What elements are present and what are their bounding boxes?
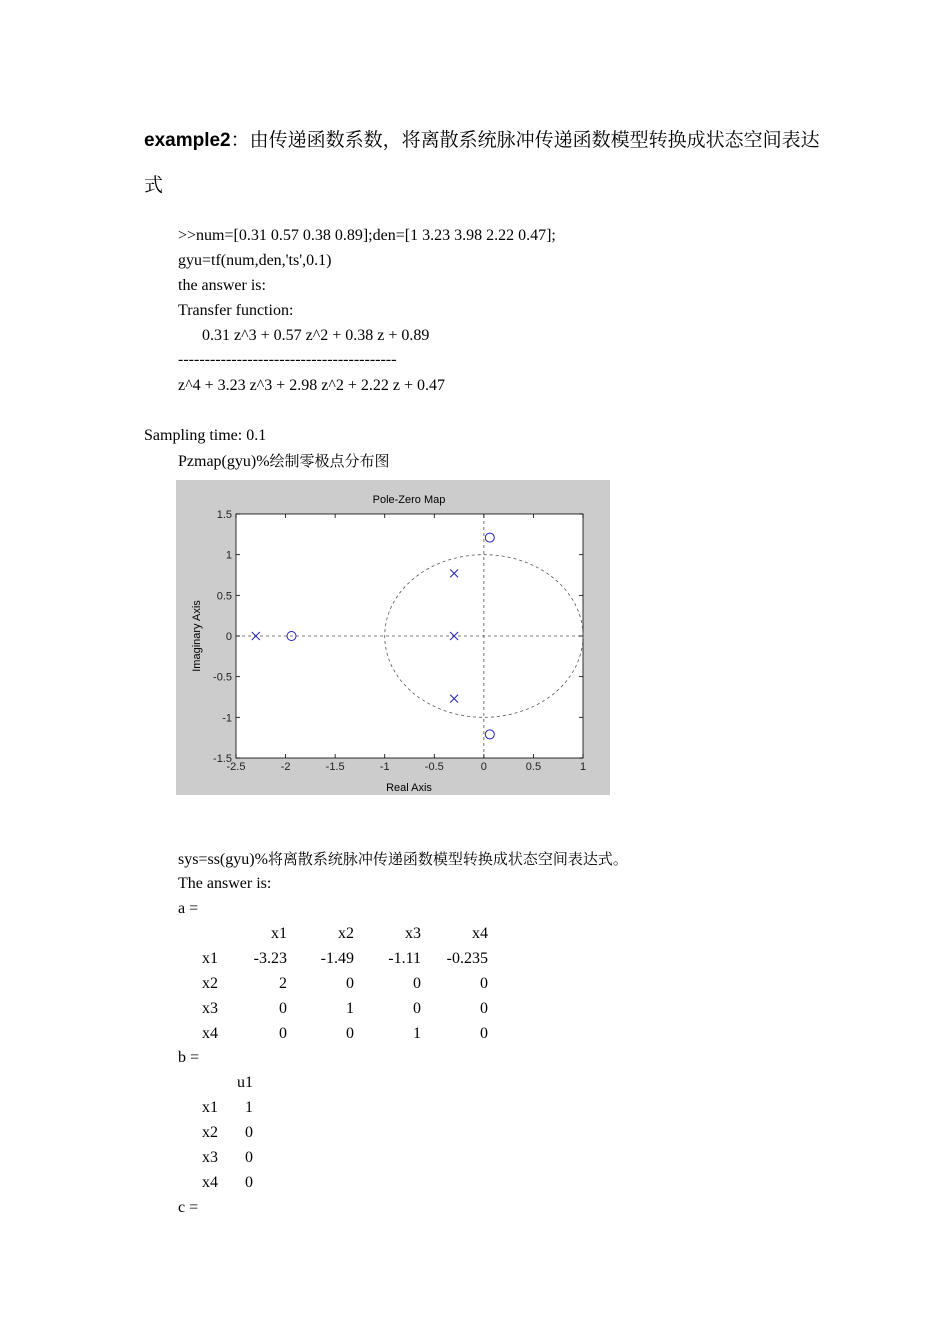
matrix-cell: 0 bbox=[346, 975, 354, 992]
matrix-cell: 0 bbox=[245, 1149, 253, 1166]
chart-title: Pole-Zero Map bbox=[372, 494, 446, 506]
matrix-cell: -1.49 bbox=[320, 950, 354, 967]
code-line-3: the answer is: bbox=[178, 277, 266, 294]
answer-label: The answer is: bbox=[178, 875, 272, 892]
matrix-c-label: c = bbox=[178, 1199, 199, 1216]
matrix-cell: 1 bbox=[413, 1025, 421, 1042]
x-tick-label: -1.5 bbox=[325, 761, 345, 773]
fraction-bar: ----------------------------------------- bbox=[178, 351, 397, 368]
section-heading bbox=[144, 118, 824, 207]
matrix-cell: 0 bbox=[480, 1000, 488, 1017]
matrix-col-header: x2 bbox=[338, 925, 354, 942]
x-tick-label: 0 bbox=[480, 761, 487, 773]
matrix-b-label: b = bbox=[178, 1049, 200, 1066]
matrix-cell: 0 bbox=[346, 1025, 354, 1042]
y-tick-label: 1.5 bbox=[216, 509, 232, 521]
x-tick-label: 0.5 bbox=[525, 761, 542, 773]
matrix-col-header: x1 bbox=[271, 925, 287, 942]
sampling-time: Sampling time: 0.1 bbox=[144, 427, 267, 444]
transfer-denominator: z^4 + 3.23 z^3 + 2.98 z^2 + 2.22 z + 0.47 bbox=[178, 377, 446, 394]
pole-zero-figure bbox=[176, 480, 610, 795]
x-tick-label: -0.5 bbox=[424, 761, 444, 773]
matrix-a-label: a = bbox=[178, 900, 199, 917]
matrix-row-label: x3 bbox=[202, 1149, 218, 1166]
ss-cmd-text: sys=ss(gyu)% bbox=[178, 851, 268, 868]
heading-tag: example2 bbox=[144, 130, 231, 151]
matrix-cell: 0 bbox=[480, 1025, 488, 1042]
matrix-cell: 0 bbox=[480, 975, 488, 992]
y-axis-label: Imaginary Axis bbox=[191, 600, 203, 672]
matrix-cell: 0 bbox=[245, 1124, 253, 1141]
matrix-row-label: x1 bbox=[202, 1099, 218, 1116]
heading-text: 由传递函数系数，将离散系统脉冲传递函数模型转换成状态空间表达式 bbox=[144, 129, 820, 196]
matrix-cell: 0 bbox=[413, 975, 421, 992]
matrix-cell: 1 bbox=[346, 1000, 354, 1017]
matrix-col-header: u1 bbox=[237, 1074, 253, 1091]
matrix-row-label: x2 bbox=[202, 1124, 218, 1141]
ss-comment: 将离散系统脉冲传递函数模型转换成状态空间表达式。 bbox=[267, 850, 628, 868]
y-tick-label: -1 bbox=[222, 712, 232, 725]
matrix-row-label: x4 bbox=[202, 1025, 218, 1042]
y-tick-label: -0.5 bbox=[213, 671, 232, 684]
code-line-1: >>num=[0.31 0.57 0.38 0.89];den=[1 3.23 3.98 2.22 0.47]; bbox=[178, 227, 556, 244]
matrix-cell: 1 bbox=[245, 1099, 253, 1116]
matrix-row-label: x2 bbox=[202, 975, 218, 992]
pzmap-cmd-text: Pzmap(gyu)% bbox=[178, 453, 270, 470]
x-tick-label: -2 bbox=[280, 761, 291, 773]
matrix-col-header: x4 bbox=[472, 925, 488, 942]
matrix-cell: -0.235 bbox=[446, 950, 488, 967]
matrix-cell: 0 bbox=[245, 1174, 253, 1191]
matrix-row-label: x3 bbox=[202, 1000, 218, 1017]
x-axis-label: Real Axis bbox=[386, 782, 432, 794]
y-tick-label: 0.5 bbox=[216, 590, 232, 603]
code-line-4: Transfer function: bbox=[178, 302, 294, 319]
matrix-cell: 2 bbox=[279, 975, 287, 992]
x-tick-label: 1 bbox=[579, 761, 587, 773]
y-tick-label: 0 bbox=[225, 631, 232, 643]
x-tick-label: -1 bbox=[379, 761, 390, 773]
x-tick-label: -2.5 bbox=[226, 761, 246, 773]
heading-colon: ： bbox=[230, 129, 250, 151]
matrix-cell: 0 bbox=[413, 1000, 421, 1017]
matrix-cell: 0 bbox=[279, 1000, 287, 1017]
pzmap-command bbox=[178, 451, 390, 472]
pole-zero-chart bbox=[176, 480, 610, 795]
matrix-row-label: x4 bbox=[202, 1174, 218, 1191]
matrix-col-header: x3 bbox=[405, 925, 421, 942]
pzmap-comment: 绘制零极点分布图 bbox=[269, 452, 390, 470]
ss-command bbox=[178, 849, 628, 870]
y-tick-label: -1.5 bbox=[213, 753, 232, 765]
matrix-cell: -3.23 bbox=[253, 950, 287, 967]
matrix-row-label: x1 bbox=[202, 950, 218, 967]
matrix-cell: -1.11 bbox=[388, 950, 421, 967]
code-line-2: gyu=tf(num,den,'ts',0.1) bbox=[178, 252, 332, 269]
matrix-cell: 0 bbox=[279, 1025, 287, 1042]
transfer-numerator: 0.31 z^3 + 0.57 z^2 + 0.38 z + 0.89 bbox=[202, 327, 430, 344]
y-tick-label: 1 bbox=[225, 549, 232, 562]
